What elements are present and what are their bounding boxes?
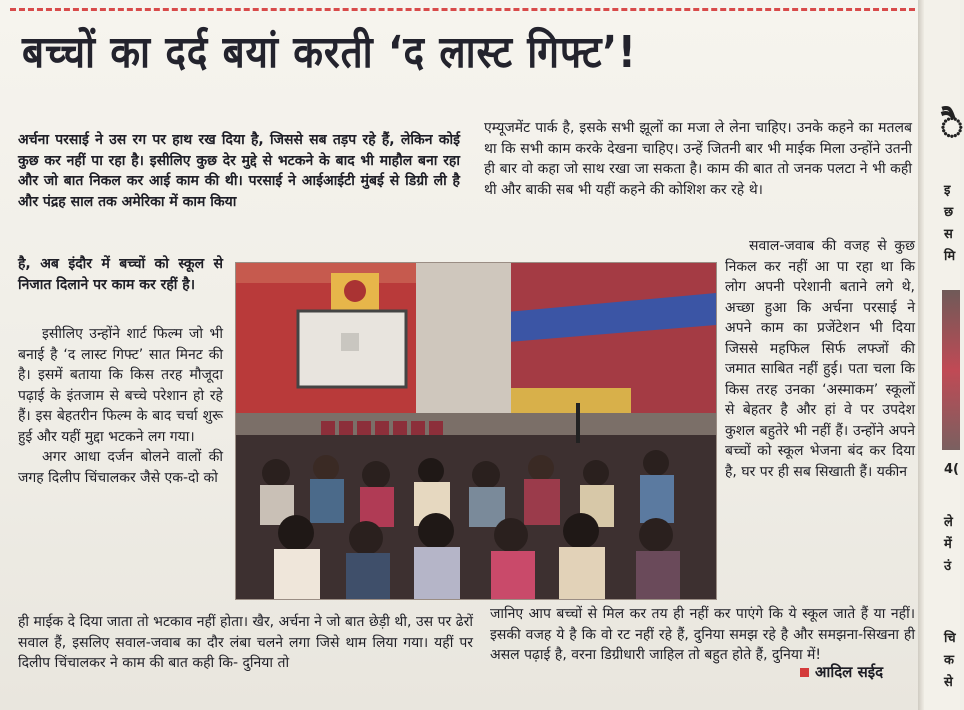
bottom-right-paragraph: जानिए आप बच्चों से मिल कर तय ही नहीं कर पाएंगे कि ये स्कूल जाते हैं या नहीं। इसकी वजह ये है कि वो रट नहीं रहे हैं, दुनिया समझ रहे है और समझना-सिखना ही असल पढ़ाई है, वरना डिग्रीधारी जाहिल तो बहुत होते हैं, दुनिया में! [490, 606, 915, 663]
adjacent-text-6: में [944, 537, 952, 552]
column-1-top-text: अर्चना परसाई ने उस रग पर हाथ रख दिया है, जिससे सब तड़प रहे हैं, लेकिन कोई कुछ कर नहीं पा रहा है। इसीलिए कुछ देर मुद्दे से भटकने के बाद भी माहौल बना रहा और जो बात निकल कर आई काम की थी। परसाई ने आईआईटी मुंबई से डिग्री ली है और पंद्रह साल तक अमेरिका में काम किया [18, 132, 460, 210]
bottom-right-text [490, 604, 915, 666]
adjacent-text-8: चि [944, 631, 956, 646]
adjacent-text-9: क [944, 653, 954, 668]
adjacent-text-3: स [944, 227, 953, 242]
byline [800, 662, 883, 682]
bottom-left-paragraph: ही माईक दे दिया जाता तो भटकाव नहीं होता। खैर, अर्चना ने जो बात छेड़ी थी, उस पर ढेरों सवाल हैं, इसलिए सवाल-जवाब का दौर लंबा चलने लगा जिसे थाम लिया गया। यहीं पर दिलीप चिंचालकर ने काम की बात कही कि- दुनिया तो [18, 614, 473, 671]
adjacent-text-4: मि [944, 249, 956, 264]
adjacent-text-1: इ [944, 183, 951, 198]
auditorium-photo-illustration [236, 263, 716, 599]
headline: बच्चों का दर्द बयां करती ‘द लास्ट गिफ्ट’! [22, 27, 637, 78]
column-1-body-para: इसीलिए उन्होंने शार्ट फिल्म जो भी बनाई है ‘द लास्ट गिफ्ट’ सात मिनट की है। इसमें बताया कि किस तरह मौजूदा पढ़ाई के इंतजाम से बच्चे परेशान हो रहे हैं। इस बेहतरीन फिल्म के बाद चर्चा शुरू हुई और यहीं मुद्दा भटकने लग गया। [18, 326, 223, 445]
column-1-body [18, 324, 223, 488]
column-2-top-text: एम्यूजमेंट पार्क है, इसके सभी झूलों का मजा ले लेना चाहिए। उनके कहने का मतलब था कि सभी काम करके देखना चाहिए। उन्हें जितनी बार भी माईक मिला उन्होंने उतनी ही बार वो कहा जो साथ रखा जा सकता है। काम की बात तो जनक पलटा ने भी कही थी और बाकी सब भी यहीं कहने की कोशिश कर रहे थे। [484, 120, 912, 198]
column-1-lead-end [18, 254, 223, 295]
adjacent-photo-fragment [942, 290, 960, 450]
byline-author: आदिल सईद [815, 663, 884, 681]
column-1-top [18, 130, 460, 212]
column-2-top [484, 118, 912, 200]
adjacent-text-5: ले [944, 515, 953, 530]
adjacent-text-10: से [944, 675, 953, 690]
event-photo [235, 262, 717, 600]
top-dashed-rule [10, 8, 915, 11]
column-1-lead-end-text: है, अब इंदौर में बच्चों को स्कूल से निजात दिलाने पर काम कर रहीं है। [18, 256, 223, 293]
adjacent-headline-fragment: ै [940, 103, 964, 149]
byline-marker [800, 668, 809, 677]
adjacent-text-7: उं [944, 559, 952, 574]
adjacent-number: 4( [944, 462, 959, 477]
column-1-body-para-2: अगर आधा दर्जन बोलने वालों की जगह दिलीप चिंचालकर जैसे एक-दो को [18, 449, 223, 486]
bottom-left-text [18, 612, 473, 674]
column-3 [725, 236, 915, 482]
adjacent-text-2: छ [944, 205, 954, 220]
column-3-text: सवाल-जवाब की वजह से कुछ निकल कर नहीं आ पा रहा था कि लोग अपनी परेशानी बताने लगे थे, अच्छा हुआ कि अर्चना परसाई ने अपने काम का प्रजेंटेशन भी दिया जिससे महफिल सिर्फ लफ्जों की जमात साबित नहीं हुई। पता चला कि किस तरह उनका ‘अस्माकम’ स्कूलों से बेहतर है और हां वे पर उपदेश कुशल बहुतेरे भी नहीं हैं। उन्होंने अपने बच्चों को स्कूल भेजना बंद कर दिया है, घर पर ही सब सिखाती हैं। यकीन [725, 238, 915, 480]
